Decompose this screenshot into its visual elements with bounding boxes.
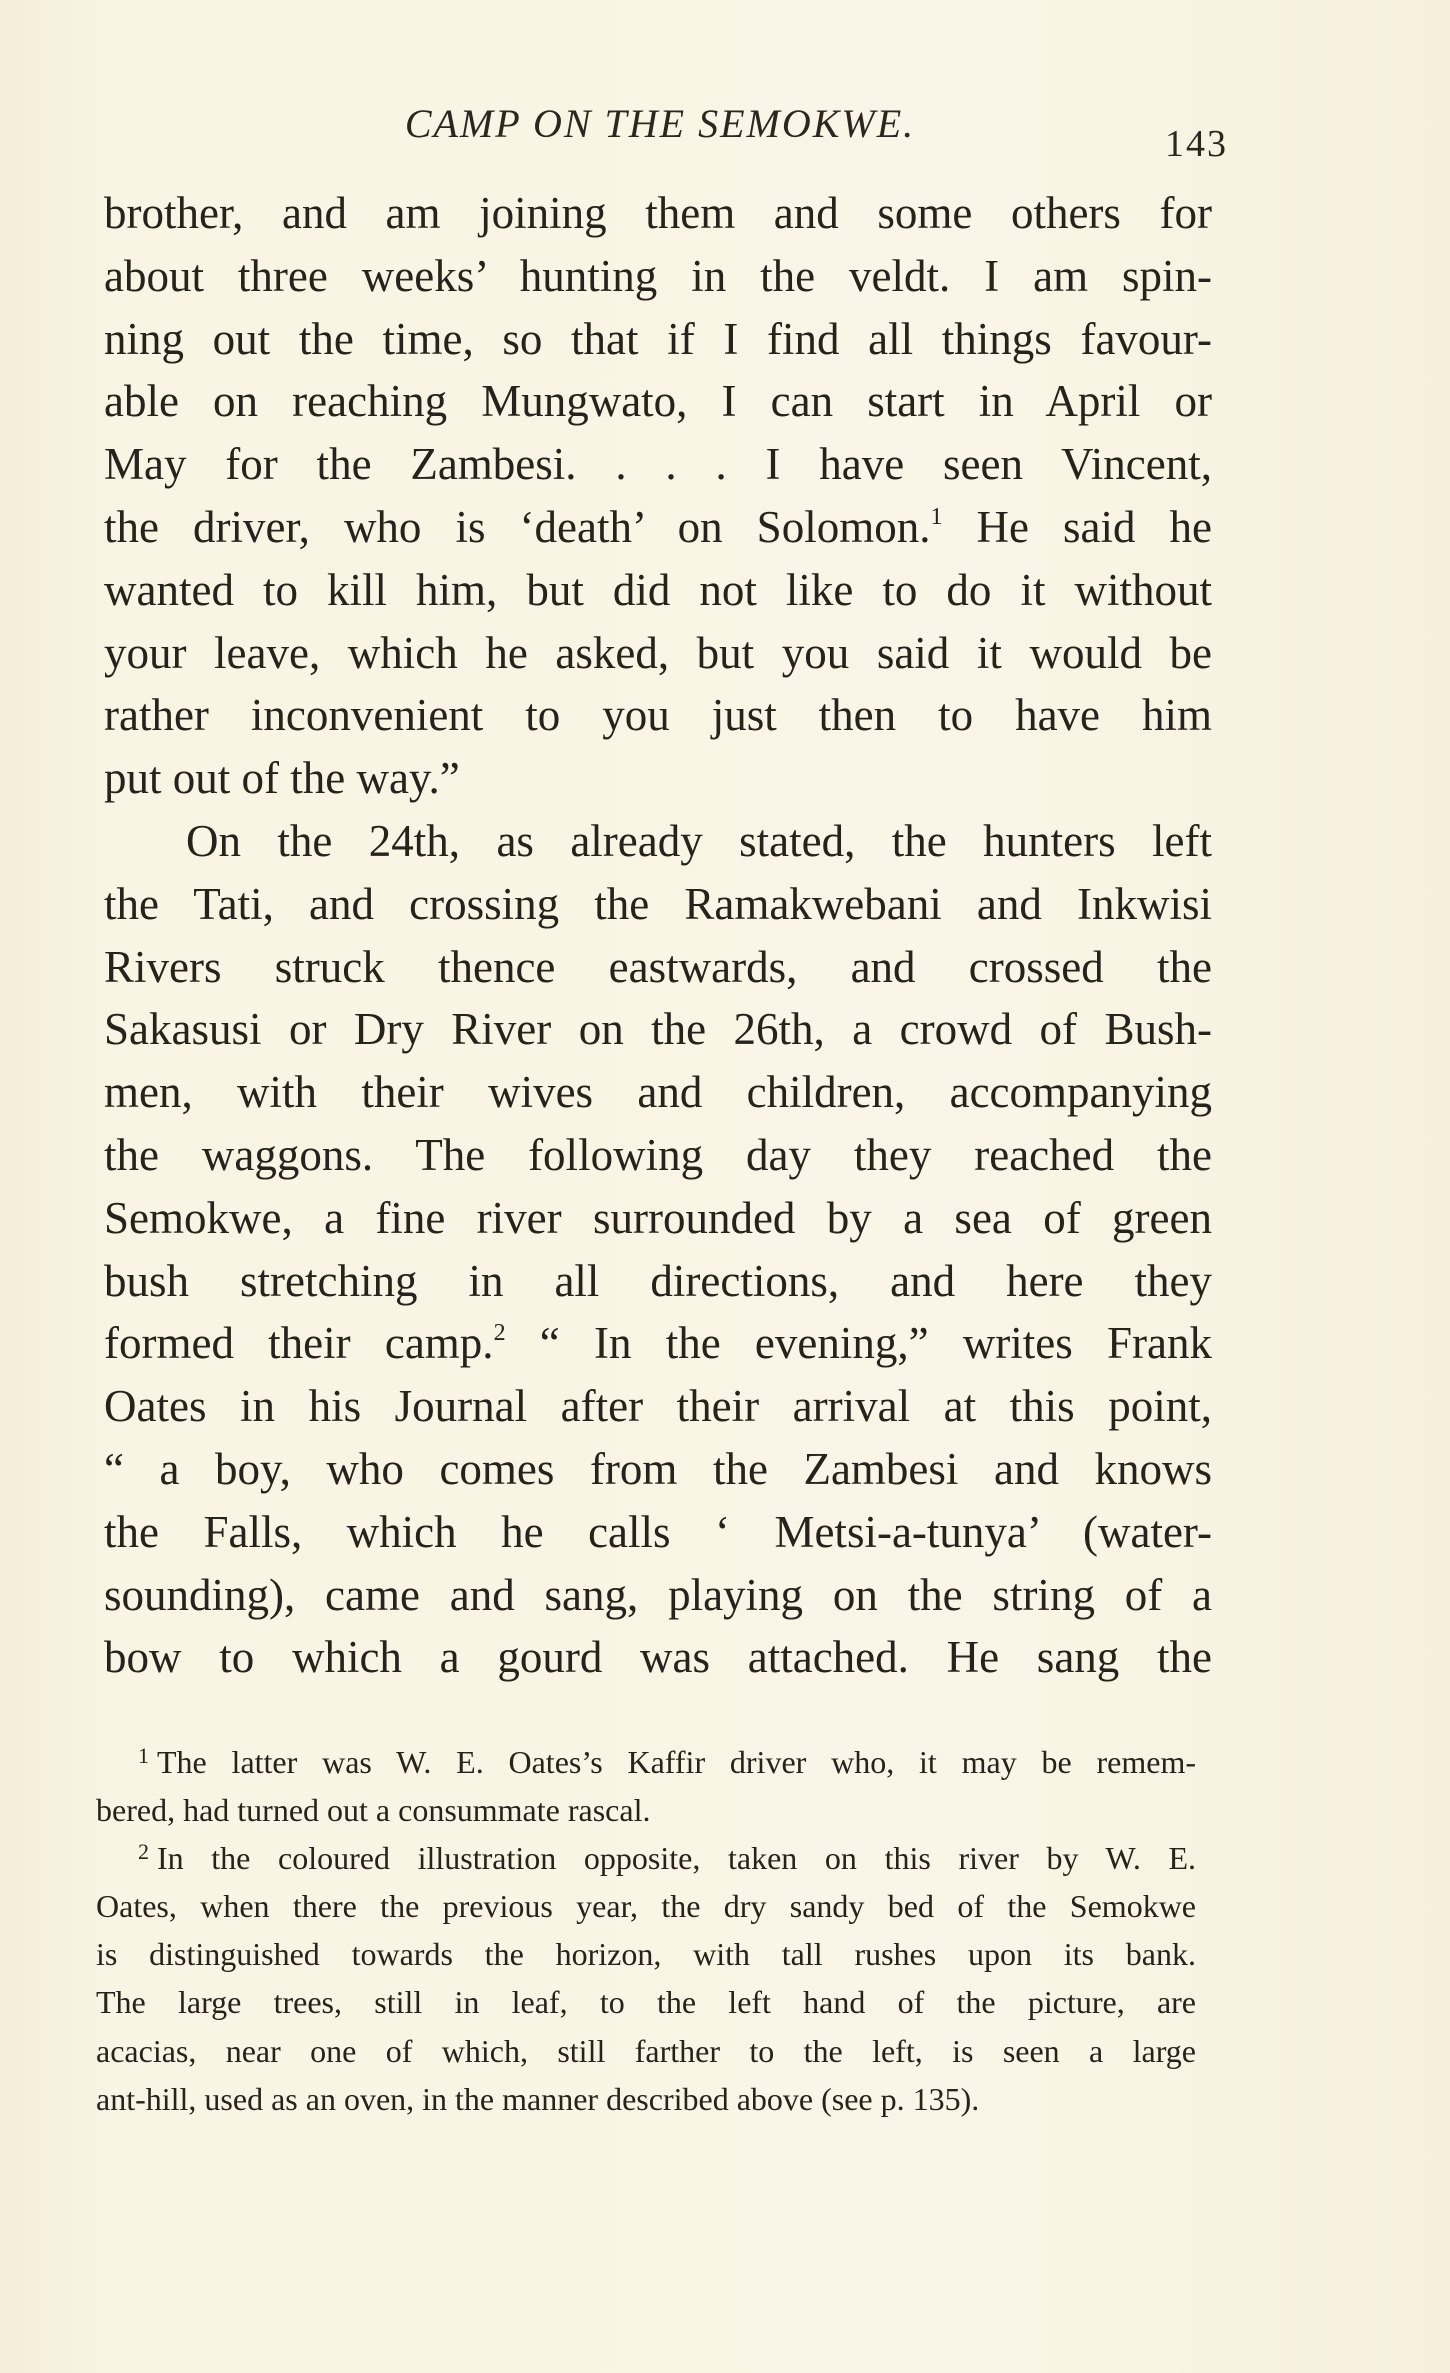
text-line: about three weeks’ hunting in the veldt. I am spin- (104, 250, 1212, 301)
footnote-text-line: ant-hill, used as an oven, in the manner described above (see p. 135). (96, 2080, 980, 2117)
text-line: the Falls, which he calls ‘ Metsi-a-tunya’ (water- (104, 1506, 1212, 1557)
footnote-text-line: The large trees, still in leaf, to the left hand of the picture, are (96, 1984, 1196, 2021)
footnote-text-line: acacias, near one of which, still farther to the left, is seen a large (96, 2032, 1196, 2069)
text-line: the waggons. The following day they reached the (104, 1129, 1212, 1180)
text-line: Rivers struck thence eastwards, and crossed the (104, 941, 1212, 992)
text-line: sounding), came and sang, playing on the string of a (104, 1569, 1212, 1620)
text-line: your leave, which he asked, but you said it would be (104, 627, 1212, 678)
footnote-text-line: Oates, when there the previous year, the dry sandy bed of the Semokwe (96, 1888, 1196, 1925)
text-line: ning out the time, so that if I find all things favour- (104, 313, 1212, 364)
footnote-text: The latter was W. E. Oates’s Kaffir driver who, it may be remem- (157, 1744, 1196, 1780)
page-number: 143 (1165, 123, 1228, 165)
running-title: CAMP ON THE SEMOKWE. (404, 101, 916, 146)
line-text: “ In the evening,” writes Frank (505, 1318, 1212, 1369)
paragraph-start-line: On the 24th, as already stated, the hunters left (186, 815, 1212, 866)
text-line: able on reaching Mungwato, I can start in April or (104, 376, 1212, 427)
text-line: bow to which a gourd was attached. He sang the (104, 1632, 1212, 1683)
footnote-2 (96, 1834, 1196, 1882)
footnote-text-line: bered, had turned out a consummate rascal. (96, 1792, 651, 1829)
text-line: “ a boy, who comes from the Zambesi and knows (104, 1443, 1212, 1494)
text-line: Sakasusi or Dry River on the 26th, a crowd of Bush- (104, 1004, 1212, 1055)
text-line: men, with their wives and children, accompanying (104, 1067, 1212, 1118)
text-line: put out of the way.” (104, 753, 460, 804)
line-text: formed their camp. (104, 1318, 494, 1369)
line-text: the driver, who is ‘death’ on Solomon. (104, 501, 931, 552)
text-line: rather inconvenient to you just then to have him (104, 690, 1212, 741)
footnote-number: 1 (138, 1743, 149, 1768)
text-line-with-footnote (104, 1312, 1212, 1375)
text-line: wanted to kill him, but did not like to do it without (104, 564, 1212, 615)
footnote-1 (96, 1738, 1196, 1786)
text-line: May for the Zambesi. . . . I have seen Vincent, (104, 439, 1212, 490)
text-line: Semokwe, a fine river surrounded by a sea of green (104, 1192, 1212, 1243)
footnote-ref-2: 2 (493, 1320, 506, 1347)
text-line: Oates in his Journal after their arrival at this point, (104, 1381, 1212, 1432)
text-line: bush stretching in all directions, and here they (104, 1255, 1212, 1306)
text-line: brother, and am joining them and some others for (104, 188, 1212, 238)
body-text (104, 182, 1212, 1689)
line-text: He said he (942, 501, 1212, 552)
text-line: the Tati, and crossing the Ramakwebani and Inkwisi (104, 878, 1212, 929)
footnote-text: In the coloured illustration opposite, taken on this river by W. E. (157, 1840, 1196, 1877)
page-header (100, 100, 1228, 165)
footnote-ref-1: 1 (930, 503, 943, 530)
text-line-with-footnote (104, 496, 1212, 559)
footnotes (96, 1738, 1196, 2123)
footnote-number: 2 (138, 1839, 149, 1865)
footnote-text-line: is distinguished towards the horizon, with tall rushes upon its bank. (96, 1936, 1196, 1973)
